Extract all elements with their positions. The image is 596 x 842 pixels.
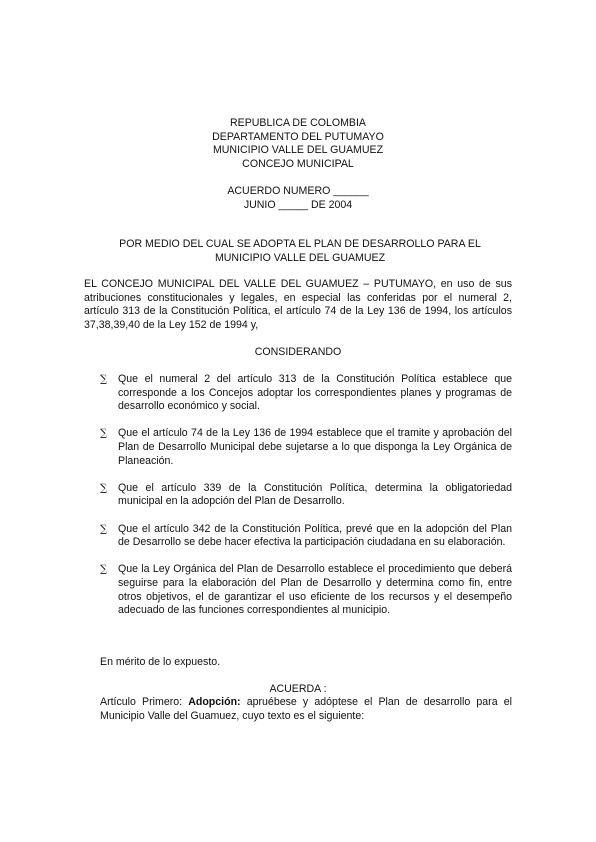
list-item-text: Que la Ley Orgánica del Plan de Desarrollo establece el procedimiento que deberá seguirse para la elaboración del Plan de Desarrollo y determina como fin, entre otros objetivos, el de garantizar el uso eficiente de los recursos y el desempeño adecuado de las funciones correspondientes al municipio.: [118, 563, 512, 617]
acuerdo-heading: [0, 185, 596, 212]
title-line-2: MUNICIPIO VALLE DEL GUAMUEZ: [214, 251, 386, 264]
list-item: [100, 427, 512, 468]
considerando-heading: CONSIDERANDO: [254, 346, 342, 358]
list-item: [100, 482, 512, 509]
document-title: [88, 238, 512, 265]
list-item-text: Que el numeral 2 del artículo 313 de la Constitución Política establece que corresponde a los Concejos adoptar los correspondientes planes y programas de desarrollo económico y social.: [118, 373, 512, 413]
list-item: [100, 563, 512, 617]
article-text: apruébese y adóptese el Plan de desarrollo para el Municipio Valle del Guamuez, cuyo texto es el siguiente:: [100, 696, 512, 722]
header-council: CONCEJO MUNICIPAL: [242, 157, 354, 170]
header-department: DEPARTAMENTO DEL PUTUMAYO: [212, 130, 384, 143]
acuerda-heading: ACUERDA :: [269, 683, 327, 695]
acuerdo-number: ACUERDO NUMERO ______: [227, 185, 369, 197]
bullet-symbol-icon: ∑: [100, 482, 108, 494]
bullet-symbol-icon: ∑: [100, 523, 108, 535]
bullet-symbol-icon: ∑: [100, 428, 108, 440]
intro-paragraph: EL CONCEJO MUNICIPAL DEL VALLE DEL GUAMUEZ – PUTUMAYO, en uso de sus atribuciones constitucionales y legales, en especial las conferidas por el numeral 2, artículo 313 de la Constitución Política, el artículo 74 de la Ley 136 de 1994, los artículos 37,38,39,40 de la Ley 152 de 1994 y,: [84, 278, 512, 331]
document-header: [0, 117, 596, 171]
list-item: [100, 373, 512, 414]
article-prefix: Artículo Primero:: [100, 696, 189, 708]
list-item: [100, 523, 512, 550]
bullet-symbol-icon: ∑: [100, 564, 108, 576]
considerando-list: [100, 373, 512, 631]
bullet-symbol-icon: ∑: [100, 374, 108, 385]
merito-line: En mérito de lo expuesto.: [100, 656, 221, 668]
header-municipality: MUNICIPIO VALLE DEL GUAMUEZ: [212, 144, 384, 157]
article-one: [100, 696, 512, 723]
header-country: REPUBLICA DE COLOMBIA: [230, 117, 366, 129]
article-bold-label: Adopción:: [188, 696, 241, 708]
list-item-text: Que el artículo 74 de la Ley 136 de 1994 establece que el tramite y aprobación del Plan de Desarrollo Municipal debe sujetarse a lo que disponga la Ley Orgánica de Planeación.: [118, 427, 512, 467]
list-item-text: Que el artículo 339 de la Constitución Política, determina la obligatoriedad municipal en la adopción del Plan de Desarrollo.: [118, 481, 512, 508]
title-line-1: POR MEDIO DEL CUAL SE ADOPTA EL PLAN DE DESARROLLO PARA EL: [119, 238, 481, 250]
acuerdo-date: JUNIO _____ DE 2004: [243, 198, 353, 211]
list-item-text: Que el artículo 342 de la Constitución Política, prevé que en la adopción del Plan de Desarrollo se debe hacer efectiva la participación ciudadana en su elaboración.: [118, 522, 512, 549]
